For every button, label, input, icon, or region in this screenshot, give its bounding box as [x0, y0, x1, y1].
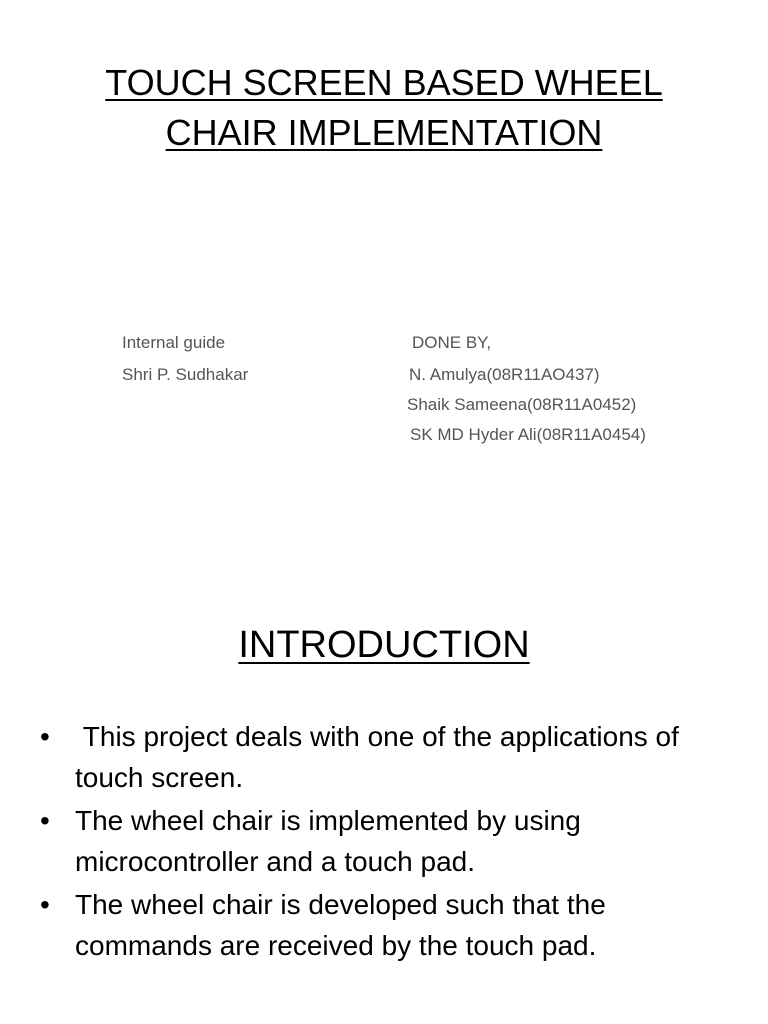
team-member: N. Amulya(08R11AO437)	[409, 365, 600, 384]
team-member: Shaik Sameena(08R11A0452)	[407, 395, 637, 414]
bullet-list	[40, 716, 740, 968]
bullet-dot: •	[40, 805, 50, 836]
title-line-2: CHAIR IMPLEMENTATION	[165, 112, 603, 153]
introduction-slide	[0, 580, 768, 1024]
bullet-item	[40, 716, 740, 798]
bullet-dot: •	[40, 721, 50, 752]
bullet-text: The wheel chair is developed such that the commands are received by the touch pad.	[75, 889, 606, 961]
bullet-text: The wheel chair is implemented by using microcontroller and a touch pad.	[75, 805, 581, 877]
bullet-text: This project deals with one of the applications of touch screen.	[75, 721, 687, 793]
guide-label: Internal guide	[122, 333, 226, 352]
guide-name: Shri P. Sudhakar	[122, 365, 249, 384]
title-line-1: TOUCH SCREEN BASED WHEEL	[105, 62, 663, 103]
bullet-item	[40, 884, 740, 966]
done-by-label: DONE BY,	[412, 333, 492, 352]
slide-title	[0, 58, 768, 158]
bullet-item	[40, 800, 740, 882]
team-member: SK MD Hyder Ali(08R11A0454)	[410, 425, 646, 444]
introduction-heading: INTRODUCTION	[238, 624, 530, 666]
bullet-dot: •	[40, 889, 50, 920]
